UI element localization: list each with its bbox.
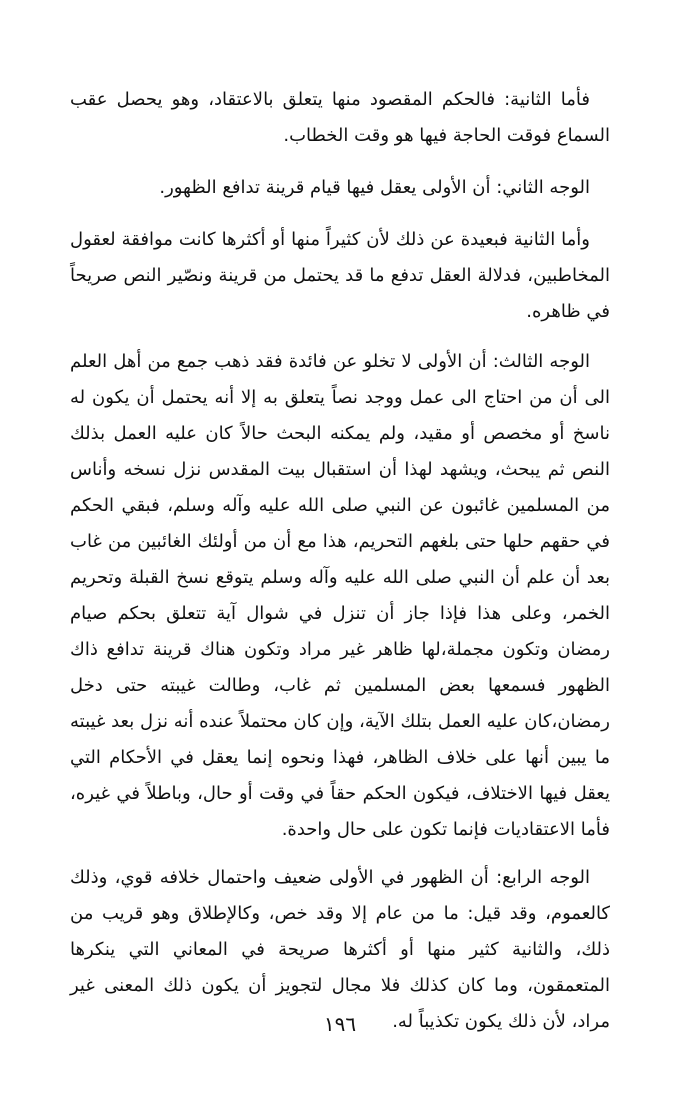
paragraph-second-aspect: الوجه الثاني: أن الأولى يعقل فيها قيام قرينة تدافع الظهور.	[159, 177, 590, 198]
page-number: ١٩٦	[323, 1012, 357, 1036]
paragraph-second-type: فأما الثانية: فالحكم المقصود منها يتعلق بالاعتقاد، وهو يحصل عقب السماع فوقت الحاجة فيها هو وقت الخطاب.	[70, 89, 610, 146]
paragraph-third-aspect: الوجه الثالث: أن الأولى لا تخلو عن فائدة فقد ذهب جمع من أهل العلم الى أن من احتاج الى عمل ووجد نصاً يتعلق به إلا أنه يحتمل أن يكون له ناسخ أو مخصص أو مقيد، ولم يمكنه البحث حالاً كان عليه العمل بذلك النص ثم يبحث، ويشهد لهذا أن استقبال بيت المقدس نزل نسخه وأناس من المسلمين غائبون عن النبي صلى الله عليه وآله وسلم، فبقي الحكم في حقهم حلها حتى بلغهم التحريم، هذا مع أن من أولئك الغائبين من غاب بعد أن علم أن النبي صلى الله عليه وآله وسلم يتوقع نسخ القبلة وتحريم الخمر، وعلى هذا فإذا جاز أن تنزل في شوال آية تتعلق بحكم صيام رمضان وتكون مجملة،لها ظاهر غير مراد وتكون هناك قرينة تدافع ذاك الظهور فسمعها بعض المسلمين ثم غاب، وطالت غيبته حتى دخل رمضان،كان عليه العمل بتلك الآية، وإن كان محتملاً عنده أنه نزل بعد غيبته ما يبين أنها على خلاف الظاهر، فهذا ونحوه إنما يعقل في الأحكام التي يعقل فيها الاختلاف، فيكون الحكم حقاً في وقت أو حال، وباطلاً في غيره، فأما الاعتقاديات فإنما تكون على حال واحدة.	[70, 351, 610, 840]
paragraph-fourth-aspect: الوجه الرابع: أن الظهور في الأولى ضعيف واحتمال خلافه قوي، وذلك كالعموم، وقد قيل: ما من عام إلا وقد خص، وكالإطلاق وهو قريب من ذلك، والثانية كثير منها أو أكثرها صريحة في المعاني التي ينكرها المتعمقون، وما كان كذلك فلا مجال لتجويز أن يكون ذلك المعنى غير مراد، لأن ذلك يكون تكذيباً له.	[70, 867, 610, 1032]
page-body	[70, 82, 610, 1040]
paragraph-second-type-far: وأما الثانية فبعيدة عن ذلك لأن كثيراً منها أو أكثرها كانت موافقة لعقول المخاطبين، فدلالة العقل تدفع ما قد يحتمل من قرينة ونصّير النص صريحاً في ظاهره.	[70, 229, 610, 322]
